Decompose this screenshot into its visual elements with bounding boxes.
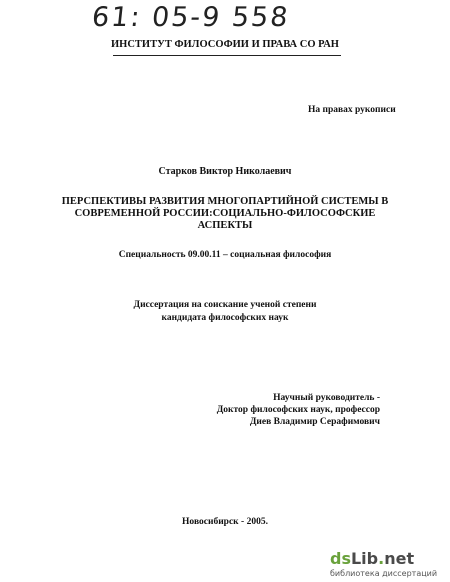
logo-net: net: [384, 549, 415, 568]
rights-note: На правах рукописи: [308, 105, 396, 115]
handwritten-archive-code: 61: 05-9 558: [90, 2, 292, 33]
degree-line: кандидата философских наук: [161, 313, 289, 323]
logo-dot: .: [378, 549, 385, 568]
title-line: ПЕРСПЕКТИВЫ РАЗВИТИЯ МНОГОПАРТИЙНОЙ СИСТЕМЫ В: [61, 196, 389, 207]
logo-ds: ds: [330, 549, 351, 568]
dslib-logo: [330, 550, 442, 568]
author-name: Старков Виктор Николаевич: [158, 166, 292, 177]
dslib-watermark: [330, 550, 442, 578]
degree-line: Диссертация на соискание ученой степени: [133, 300, 317, 310]
header-rule: [113, 55, 341, 56]
supervisor-line: Научный руководитель -: [273, 393, 380, 403]
specialty: Специальность 09.00.11 – социальная философия: [118, 250, 332, 260]
title-line: АСПЕКТЫ: [197, 220, 253, 231]
supervisor-line: Диев Владимир Серафимович: [249, 417, 380, 427]
supervisor-block: [217, 392, 380, 428]
degree-statement: [0, 299, 450, 325]
institute-name: ИНСТИТУТ ФИЛОСОФИИ И ПРАВА СО РАН: [111, 39, 339, 50]
watermark-subtitle: библиотека диссертаций: [330, 569, 438, 578]
logo-lib: Lib: [350, 549, 379, 568]
city-year: Новосибирск - 2005.: [182, 517, 268, 527]
supervisor-line: Доктор философских наук, профессор: [216, 405, 380, 415]
title-line: СОВРЕМЕННОЙ РОССИИ:СОЦИАЛЬНО-ФИЛОСОФСКИЕ: [74, 208, 376, 219]
dissertation-title: [60, 196, 390, 232]
